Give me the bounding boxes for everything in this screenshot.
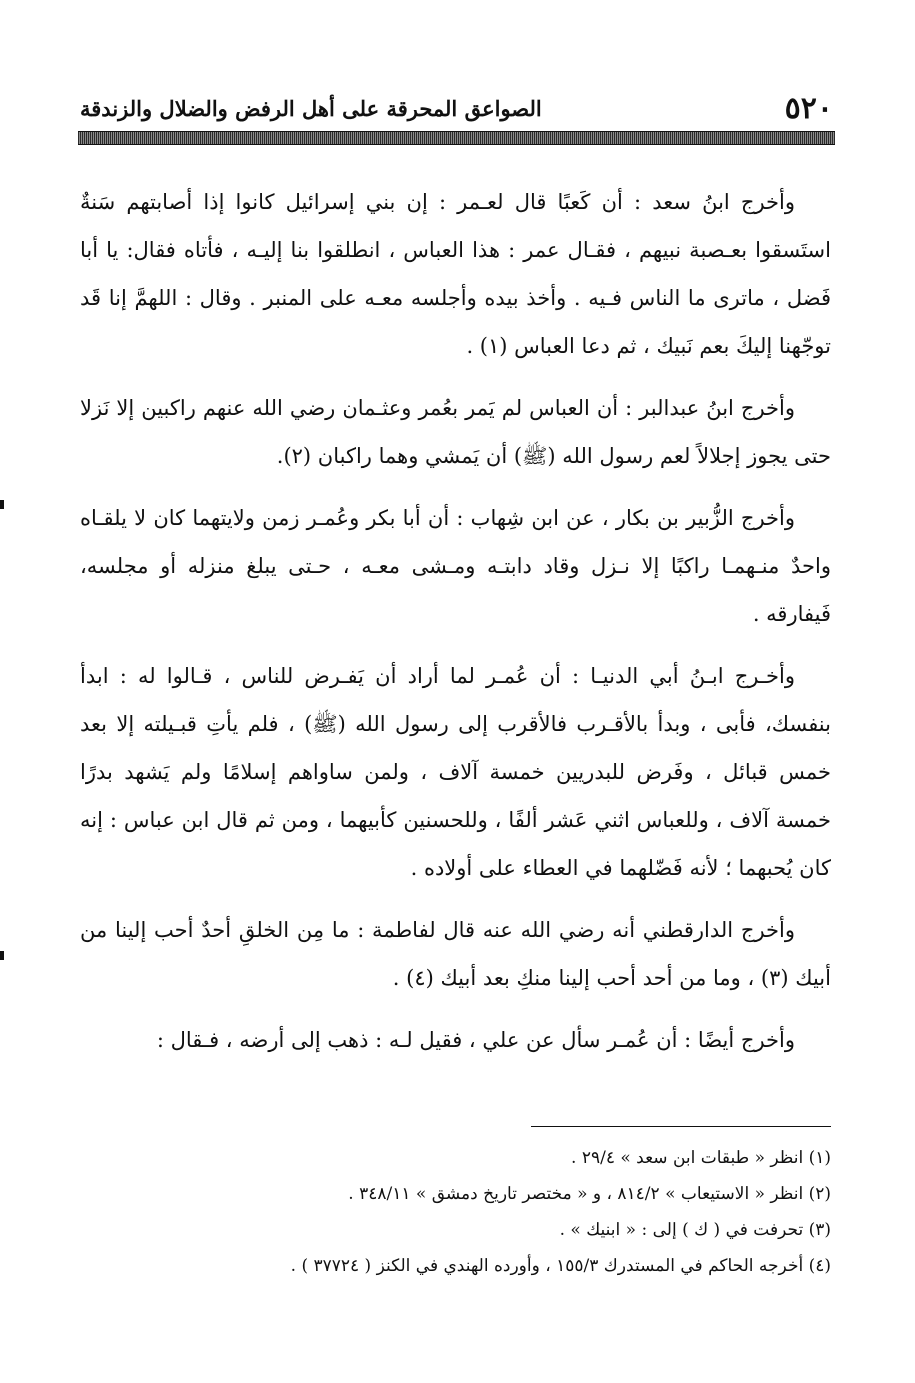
paragraph: وأخرج الزُّبير بن بكار ، عن ابن شِهاب : أن أبا بكر وعُمـر زمن ولايتهما كان لا يلقـاه واحدٌ منـهمـا راكبًا إلا نـزل وقاد دابتـه ومـشى معـه ، حـتى يبلغ منزله أو مجلسه، فَيفارقه . <box>80 506 831 626</box>
book-title: الصواعق المحرقة على أهل الرفض والضلال والزندقة <box>80 95 542 121</box>
running-header <box>80 88 833 128</box>
footnote: (٢) انظر « الاستيعاب » ٨١٤/٢ ، و « مختصر تاريخ دمشق » ٣٤٨/١١ . <box>348 1184 831 1204</box>
paragraph: وأخرج أيضًا : أن عُمـر سأل عن علي ، فقيل لـه : ذهب إلى أرضه ، فـقال : <box>156 1028 795 1052</box>
page-number: ٥٢٠ <box>784 90 833 126</box>
paragraph: وأخرج ابنُ سعد : أن كَعبًا قال لعـمر : إن بني إسرائيل كانوا إذا أصابتهم سَنةٌ استَسقوا بعـصبة نبيهم ، فقـال عمر : هذا العباس ، انطلقوا بنا إليـه ، فأتاه فقال: يا أبا فَضل ، ماترى ما الناس فـيه . وأخذ بيده وأجلسه معـه على المنبر . وقال : اللهمَّ إنا قَد توجّهنا إليكَ بعم نَبيك ، ثم دعا العباس (١) . <box>80 190 831 358</box>
main-text <box>80 178 831 1078</box>
scan-margin-mark <box>0 951 4 960</box>
scan-margin-mark <box>0 500 4 509</box>
paragraph: وأخرج ابنُ عبدالبر : أن العباس لم يَمر بعُمر وعثـمان رضي الله عنهم راكبين إلا نَزلا حتى يجوز إجلالاً لعم رسول الله (ﷺ) أن يَمشي وهما راكبان (٢). <box>80 396 831 468</box>
header-rule <box>78 131 835 145</box>
footnote-separator <box>531 1126 831 1127</box>
paragraph: وأخـرج ابـنُ أبي الدنيـا : أن عُمـر لما أراد أن يَفـرض للناس ، قـالوا له : ابدأ بنفسك، فأبى ، وبدأ بالأقـرب فالأقرب إلى رسول الله (ﷺ) ، فلم يأتِ قبـيلته إلا بعد خمس قبائل ، وفَرض للبدريين خمسة آلاف ، ولمن ساواهم إسلامًا ولم يَشهد بدرًا خمسة آلاف ، وللعباس اثني عَشر ألفًا ، وللحسنين كأبيهما ، ومن ثم قال ابن عباس : إنه كان يُحبهما ؛ لأنه فَضّلهما في العطاء على أولاده . <box>80 664 831 880</box>
footnote: (٣) تحرفت في ( ك ) إلى : « ابنيك » . <box>559 1220 831 1240</box>
footnotes <box>80 1140 831 1284</box>
paragraph: وأخرج الدارقطني أنه رضي الله عنه قال لفاطمة : ما مِن الخلقِ أحدٌ أحب إلينا من أبيك (٣) ، وما من أحد أحب إلينا منكِ بعد أبيك (٤) . <box>80 918 831 990</box>
footnote: (٤) أخرجه الحاكم في المستدرك ١٥٥/٣ ، وأورده الهندي في الكنز ( ٣٧٧٢٤ ) . <box>290 1256 831 1276</box>
footnote: (١) انظر « طبقات ابن سعد » ٢٩/٤ . <box>571 1148 831 1168</box>
